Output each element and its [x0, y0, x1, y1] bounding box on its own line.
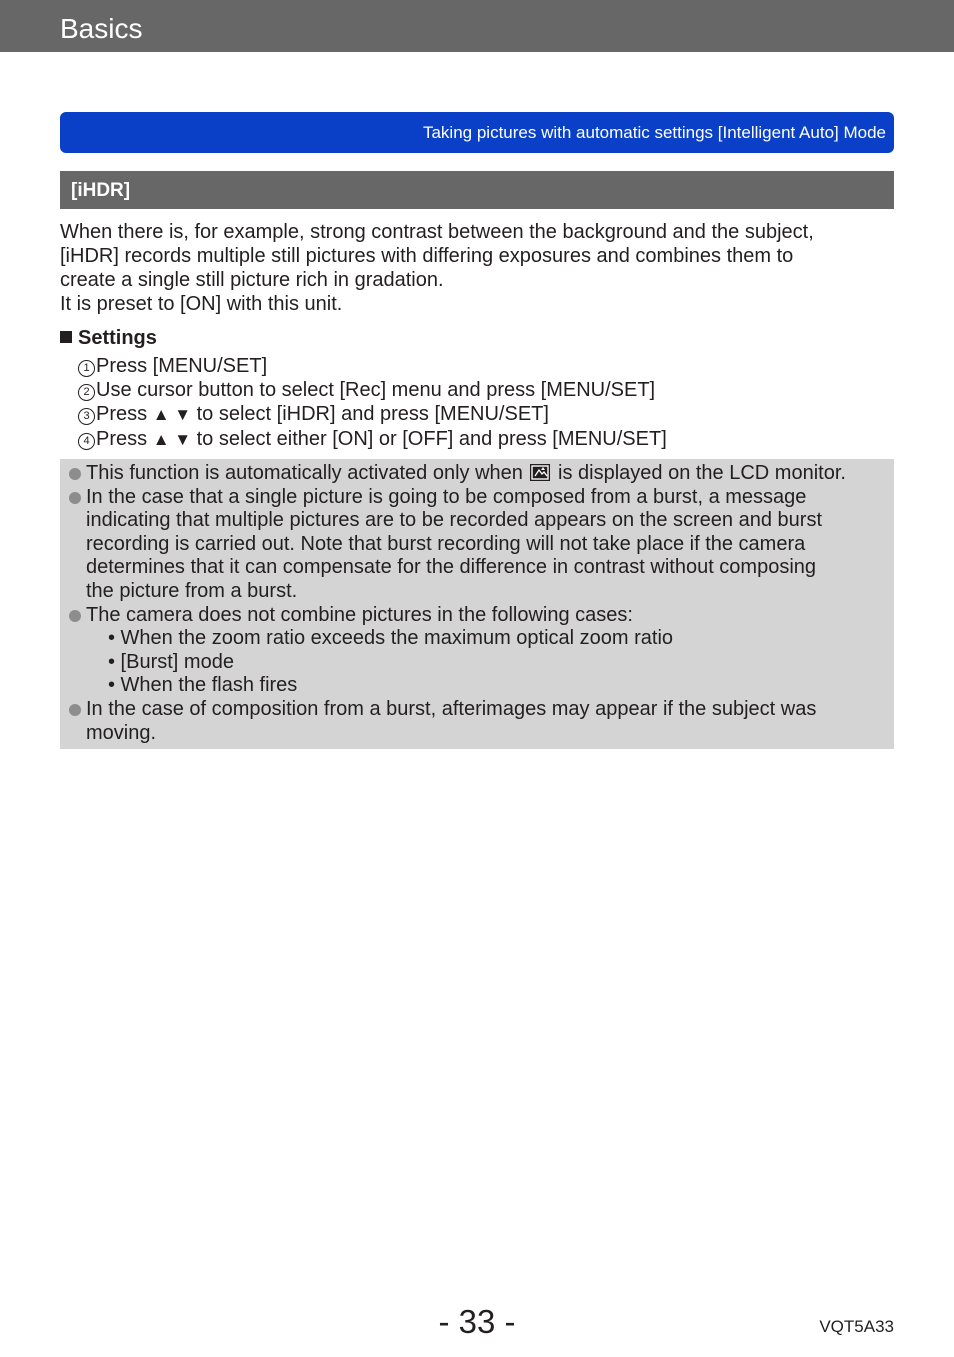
settings-heading: [60, 326, 157, 350]
step-text: to select [iHDR] and press [MENU/SET]: [191, 403, 549, 425]
step-number: 3: [78, 408, 95, 425]
note-line: the picture from a burst.: [86, 579, 298, 602]
top-header-bar: [0, 0, 954, 52]
document-code: VQT5A33: [819, 1317, 894, 1336]
step-item: [78, 354, 667, 378]
up-down-arrow-icon: ▲ ▼: [152, 405, 192, 424]
chapter-title: Taking pictures with automatic settings [Intelligent Auto] Mode: [422, 123, 886, 142]
note-line: In the case that a single picture is going to be composed from a burst, a message: [86, 485, 807, 508]
step-text-pre: Press: [96, 403, 153, 425]
note-text: This function is automatically activated only when: [86, 462, 523, 484]
note-text: is displayed on the LCD monitor.: [558, 462, 846, 484]
chapter-bar: [60, 112, 894, 153]
notes-list: [68, 462, 888, 745]
note-line: The camera does not combine pictures in the following cases:: [86, 603, 633, 626]
notes-box: [60, 459, 894, 749]
bullet-dot-icon: [69, 468, 81, 480]
page-number: - 33 -: [438, 1303, 516, 1340]
step-number: 2: [78, 384, 95, 401]
note-line: [86, 462, 888, 486]
settings-heading-label: Settings: [78, 327, 157, 349]
step-number: 4: [78, 433, 95, 450]
up-down-arrow-icon: ▲ ▼: [152, 430, 192, 449]
note-item: [68, 604, 888, 698]
intro-line: create a single still picture rich in gradation.: [60, 269, 444, 291]
step-text: Use cursor button to select [Rec] menu and press [MENU/SET]: [96, 379, 656, 401]
ihdr-section-title: [iHDR]: [71, 180, 131, 201]
step-item: [78, 402, 667, 427]
note-item: [68, 462, 888, 486]
case-item: • When the zoom ratio exceeds the maximum optical zoom ratio: [108, 627, 674, 650]
bullet-dot-icon: [69, 610, 81, 622]
step-number: 1: [78, 360, 95, 377]
step-item: [78, 378, 667, 402]
note-item: [68, 486, 888, 604]
step-text-pre: Press: [96, 428, 153, 450]
ihdr-section-header: [60, 171, 894, 209]
step-text: to select either [ON] or [OFF] and press [MENU/SET]: [191, 428, 667, 450]
note-item: [68, 698, 888, 745]
bullet-dot-icon: [69, 704, 81, 716]
intro-line: When there is, for example, strong contrast between the background and the subject,: [60, 221, 814, 243]
case-item: • [Burst] mode: [108, 650, 234, 673]
intelligent-auto-scene-icon: [530, 464, 550, 481]
step-item: [78, 427, 667, 452]
note-line: recording is carried out. Note that burst recording will not take place if the camera: [86, 532, 806, 555]
case-item: • When the flash fires: [108, 674, 298, 697]
intro-line: It is preset to [ON] with this unit.: [60, 293, 343, 315]
note-line: moving.: [86, 721, 157, 744]
note-line: indicating that multiple pictures are to be recorded appears on the screen and burst: [86, 509, 822, 532]
settings-steps: [78, 354, 667, 452]
intro-paragraph: [60, 220, 894, 316]
section-title: Basics: [60, 13, 143, 44]
bullet-dot-icon: [69, 492, 81, 504]
step-text: Press [MENU/SET]: [96, 355, 268, 377]
note-line: In the case of composition from a burst, afterimages may appear if the subject was: [86, 697, 817, 720]
note-line: determines that it can compensate for the difference in contrast without composing: [86, 556, 817, 579]
intro-line: [iHDR] records multiple still pictures with differing exposures and combines them to: [60, 245, 794, 267]
square-bullet-icon: [60, 331, 72, 343]
